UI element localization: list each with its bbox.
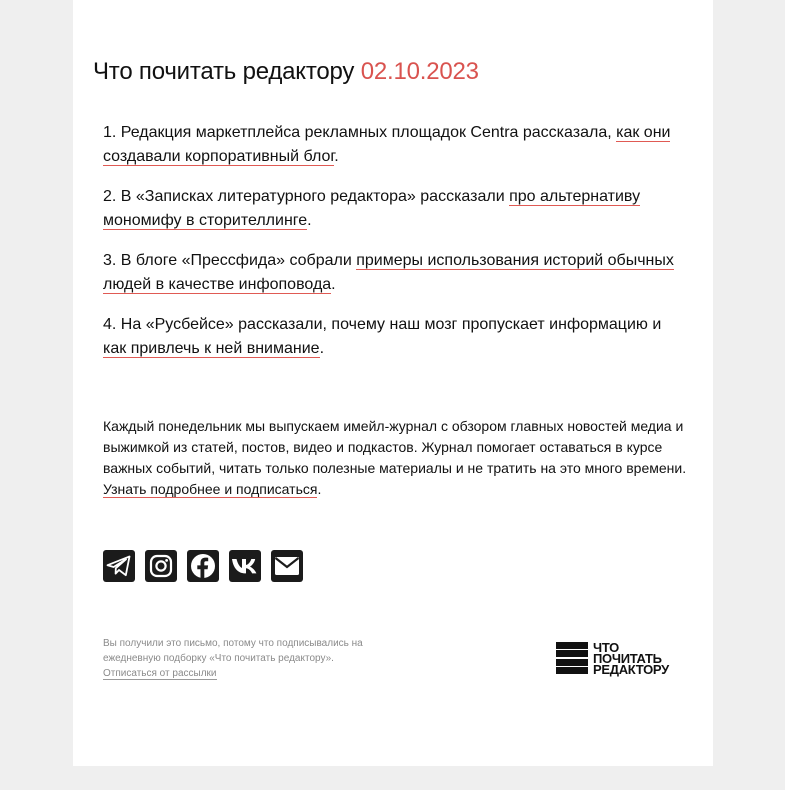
digest-item-tail: . bbox=[319, 340, 325, 357]
title-text: Что почитать редактору bbox=[93, 58, 355, 85]
email-title bbox=[93, 58, 479, 86]
digest-list bbox=[103, 121, 688, 377]
title-date: 02.10.2023 bbox=[360, 58, 479, 85]
newsletter-description-tail: . bbox=[317, 481, 322, 497]
email-card bbox=[73, 0, 713, 766]
digest-item-link[interactable]: как они создавали корпоративный блог bbox=[103, 124, 671, 165]
logo-mark-icon bbox=[556, 642, 588, 675]
logo-line: ЧТО bbox=[593, 639, 619, 655]
digest-item-text: 3. В блоге «Прессфида» собрали bbox=[103, 252, 357, 269]
digest-item-tail: . bbox=[307, 212, 312, 229]
subscribe-link[interactable]: Узнать подробнее и подписаться bbox=[103, 481, 318, 497]
logo-text bbox=[593, 639, 669, 677]
digest-item-link[interactable]: про альтернативу мономифу в сторителлинге bbox=[103, 188, 641, 229]
digest-item bbox=[103, 185, 688, 233]
facebook-icon[interactable] bbox=[187, 550, 219, 582]
digest-item-link[interactable]: примеры использования историй обычных людей в качестве инфоповода bbox=[103, 252, 674, 293]
digest-item-text: 4. На «Русбейсе» рассказали, почему наш мозг пропускает информацию и bbox=[103, 316, 662, 333]
unsubscribe-link[interactable]: Отписаться от рассылки bbox=[103, 668, 217, 679]
digest-item-tail: . bbox=[331, 276, 336, 293]
instagram-icon[interactable] bbox=[145, 550, 177, 582]
logo-line: ПОЧИТАТЬ bbox=[593, 650, 662, 666]
digest-item-link[interactable]: как привлечь к ней внимание bbox=[103, 340, 320, 357]
brand-logo bbox=[556, 640, 669, 676]
legal-notice-text: Вы получили это письмо, потому что подписывались на ежедневную подборку «Что почитать редактору». bbox=[103, 638, 363, 664]
legal-notice bbox=[103, 636, 403, 681]
telegram-icon[interactable] bbox=[103, 550, 135, 582]
digest-item-tail: . bbox=[334, 148, 339, 165]
digest-item-text: 1. Редакция маркетплейса рекламных площадок Centra рассказала, bbox=[103, 124, 617, 141]
digest-item bbox=[103, 313, 688, 361]
vk-icon[interactable] bbox=[229, 550, 261, 582]
social-links bbox=[103, 550, 303, 582]
newsletter-description-text: Каждый понедельник мы выпускаем имейл-журнал с обзором главных новостей медиа и выжимкой из статей, постов, видео и подкастов. Журнал помогает оставаться в курсе важных событий, читать только полезные материалы и не тратить на это много времени. bbox=[103, 418, 687, 476]
digest-item-text: 2. В «Записках литературного редактора» рассказали bbox=[103, 188, 510, 205]
digest-item bbox=[103, 249, 688, 297]
logo-line: РЕДАКТОРУ bbox=[593, 661, 669, 677]
digest-item bbox=[103, 121, 688, 169]
newsletter-description bbox=[103, 416, 688, 500]
email-icon[interactable] bbox=[271, 550, 303, 582]
